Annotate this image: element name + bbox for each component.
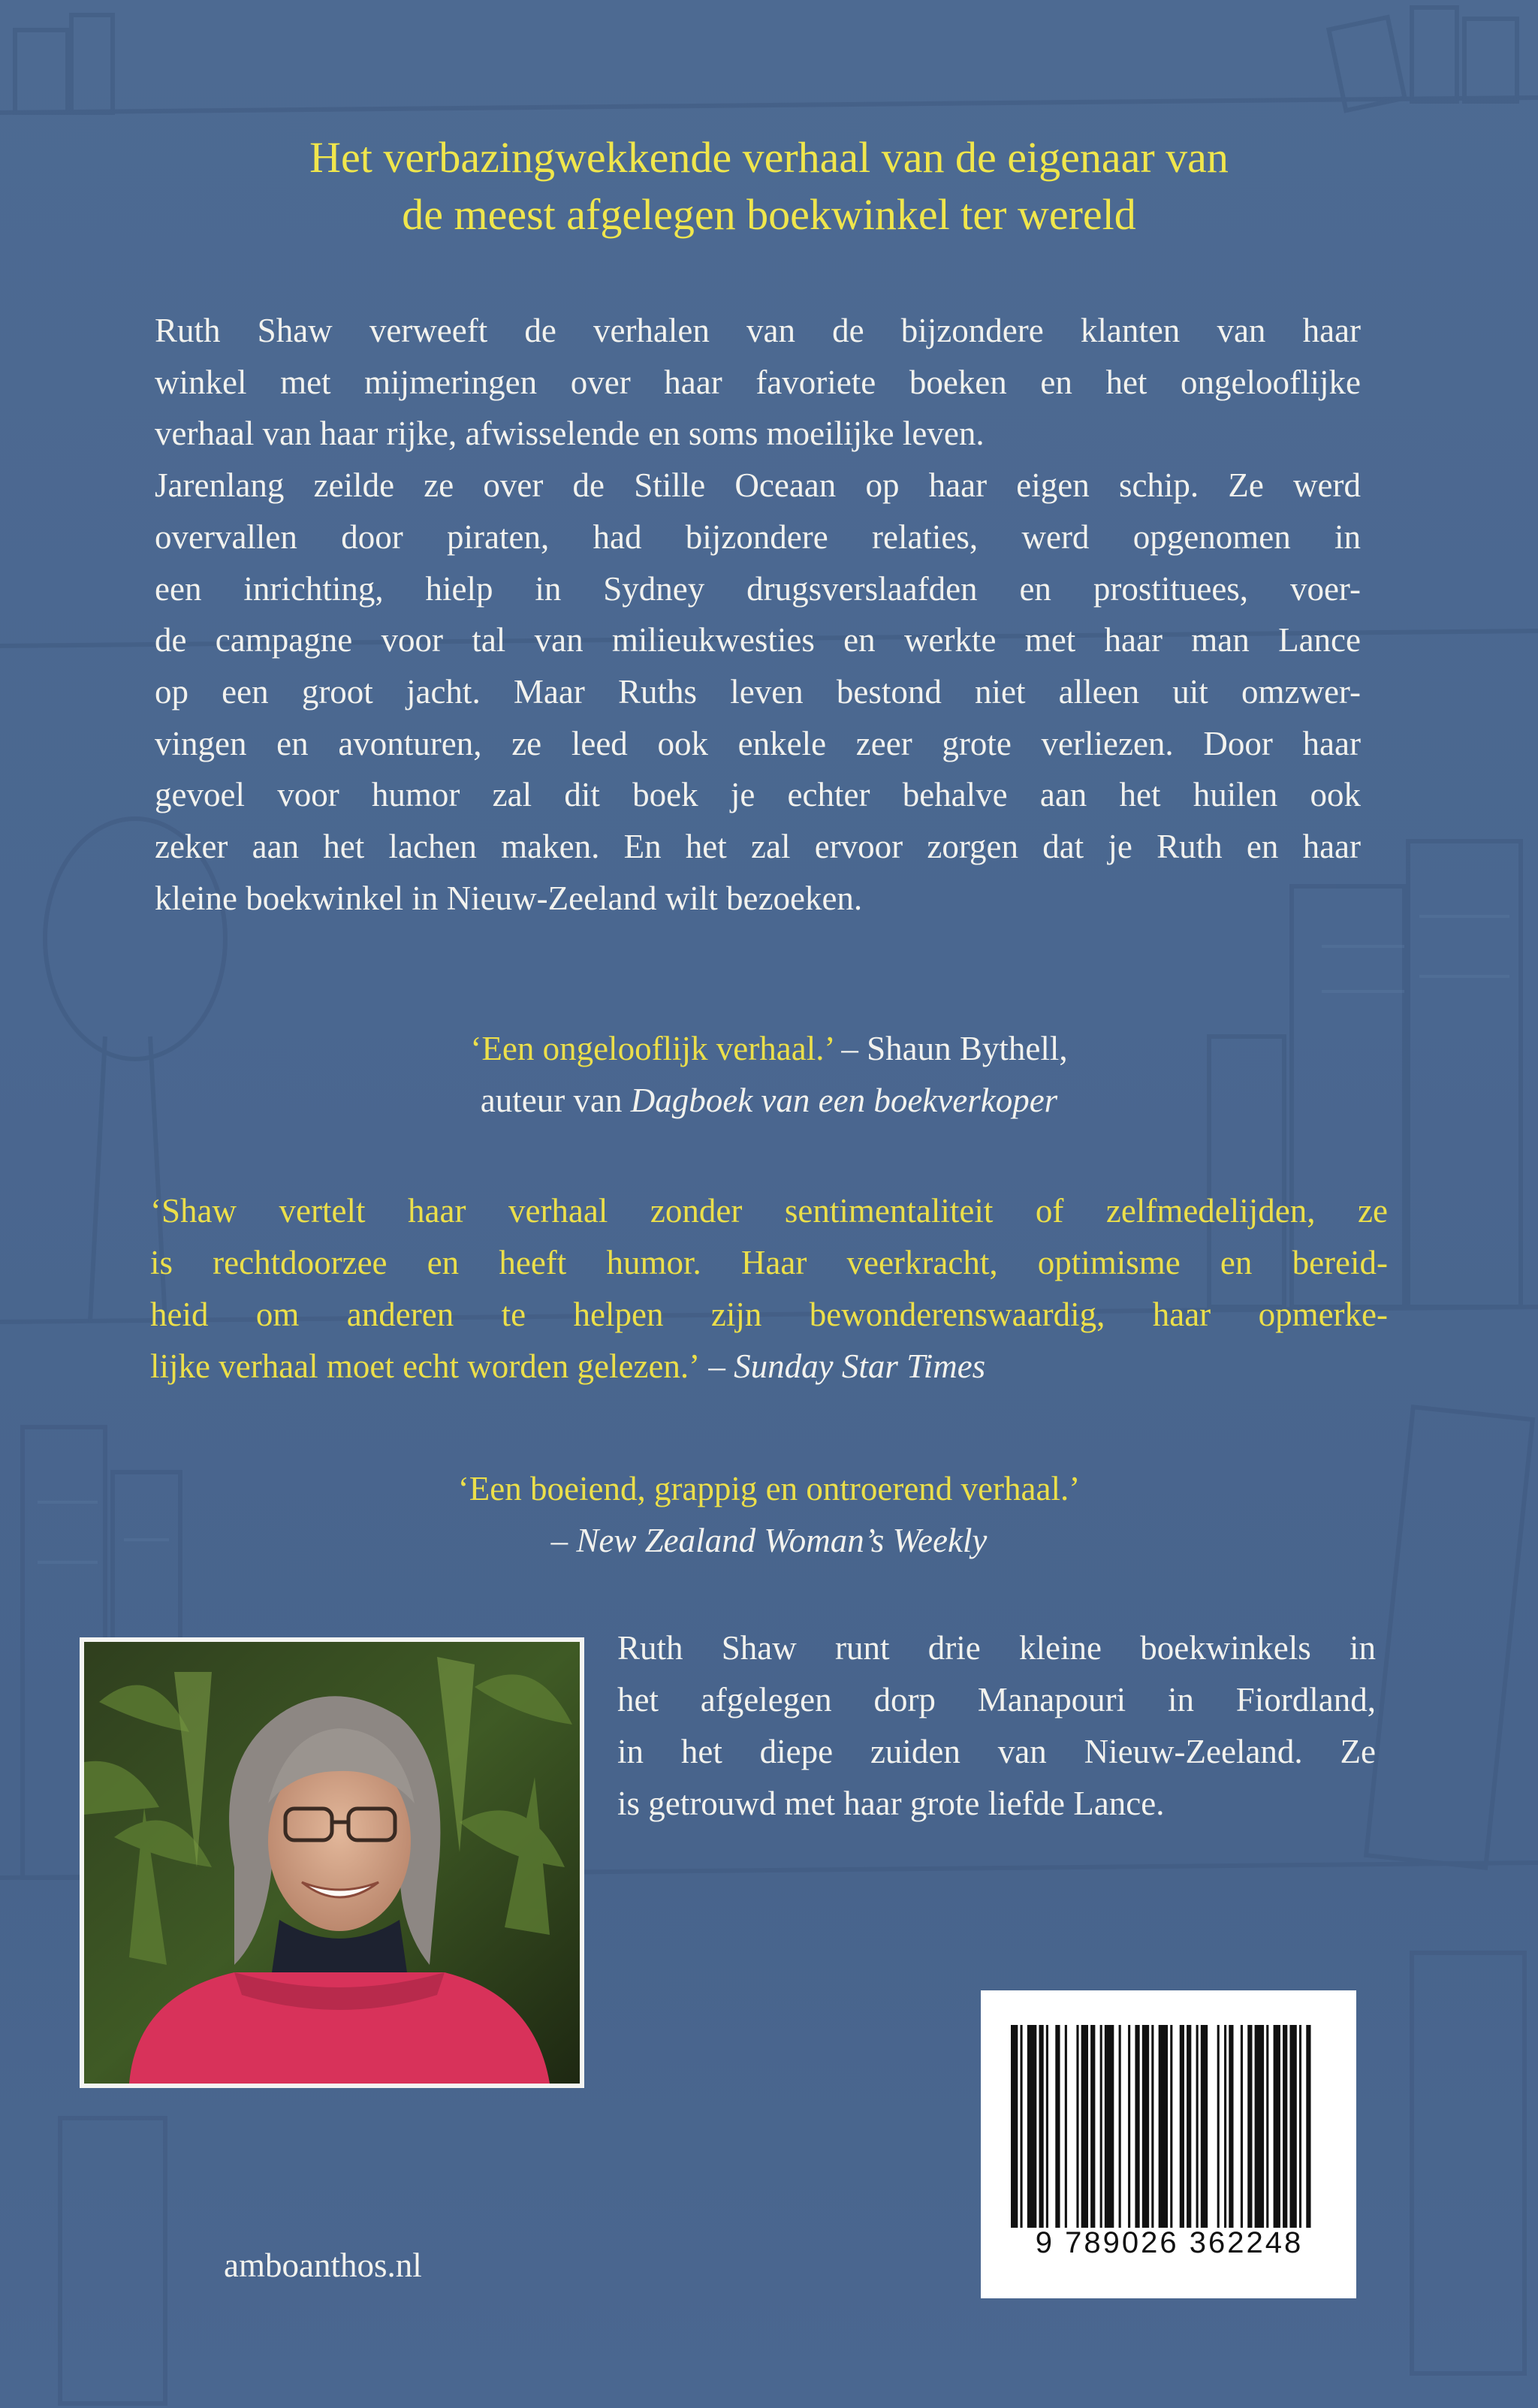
blurb-line: Ruth Shaw verweeft de verhalen van de bijzondere klanten van haar [155, 312, 1361, 349]
barcode-icon [1011, 2025, 1320, 2235]
bio-line: in het diepe zuiden van Nieuw-Zeeland. Ze [617, 1733, 1376, 1770]
barcode-bar [1255, 2025, 1264, 2228]
barcode-bar [1299, 2025, 1301, 2228]
quote-book-title: Dagboek van een boekverkoper [630, 1082, 1058, 1119]
barcode-bar [1274, 2025, 1280, 2228]
blurb-line: winkel met mijmeringen over haar favoriete boeken en het ongelooflijke [155, 363, 1361, 401]
barcode-bar [1011, 2025, 1018, 2228]
blurb-line: overvallen door piraten, had bijzondere relaties, werd opgenomen in [155, 518, 1361, 556]
barcode-panel [981, 1990, 1356, 2298]
headline [150, 129, 1388, 243]
barcode-bar [1128, 2025, 1130, 2228]
quote-attribution-prefix: auteur van [480, 1082, 631, 1119]
barcode-bar [1187, 2025, 1191, 2228]
barcode-bar [1241, 2025, 1243, 2228]
blurb-line: zeker aan het lachen maken. En het zal ervoor zorgen dat je Ruth en haar [155, 828, 1361, 866]
quote-attribution: – Shaun Bythell, [833, 1030, 1068, 1067]
barcode-bar [1027, 2025, 1036, 2228]
blurb-line: vingen en avonturen, ze leed ook enkele zeer grote verliezen. Door haar [155, 724, 1361, 762]
blurb-line: kleine boekwinkel in Nieuw-Zeeland wilt bezoeken. [155, 879, 863, 917]
blurb-paragraph [155, 305, 1361, 924]
review-quote-bythell [0, 1023, 1538, 1127]
isbn-number: 9 789026 362248 [1035, 2226, 1304, 2259]
blurb-line: gevoel voor humor zal dit boek je echter behalve aan het huilen ook [155, 776, 1361, 814]
author-bio [617, 1622, 1376, 1830]
headline-line-1: Het verbazingwekkende verhaal van de eigenaar van [309, 133, 1229, 182]
barcode-bar [1229, 2025, 1233, 2228]
barcode-bar [1039, 2025, 1043, 2228]
review-quote-sunday-star-times [150, 1185, 1388, 1393]
review-quote-womans-weekly [0, 1463, 1538, 1567]
author-photo-frame [80, 1637, 584, 2088]
quote-attribution: – Sunday Star Times [700, 1347, 986, 1385]
blurb-line: een inrichting, hielp in Sydney drugsverslaafden en prostituees, voer- [155, 569, 1361, 608]
quote-line: ‘Shaw vertelt haar verhaal zonder sentimentaliteit of zelfmedelijden, ze [150, 1192, 1388, 1230]
bio-line: het afgelegen dorp Manapouri in Fiordland, [617, 1681, 1376, 1718]
barcode-bar [1217, 2025, 1220, 2228]
headline-line-2: de meest afgelegen boekwinkel ter wereld [402, 190, 1136, 239]
barcode-bar [1135, 2025, 1139, 2228]
quote-attribution: – New Zealand Woman’s Weekly [550, 1522, 988, 1559]
barcode-bar [1170, 2025, 1172, 2228]
quote-text: ‘Een ongelooflijk verhaal.’ [470, 1030, 834, 1067]
blurb-line: de campagne voor tal van milieukwesties en werkte met haar man Lance [155, 621, 1361, 659]
barcode-bar [1119, 2025, 1121, 2228]
barcode-bar [1180, 2025, 1184, 2228]
bio-line: Ruth Shaw runt drie kleine boekwinkels in [617, 1629, 1376, 1667]
barcode-bar [1266, 2025, 1268, 2228]
barcode-bar [1055, 2025, 1060, 2228]
barcode-bar [1247, 2025, 1252, 2228]
barcode-bar [1142, 2025, 1149, 2228]
quote-line: lijke verhaal moet echt worden gelezen.’ [150, 1347, 701, 1385]
publisher-website: amboanthos.nl [224, 2247, 422, 2284]
blurb-line: verhaal van haar rijke, afwisselende en soms moeilijke leven. [155, 415, 985, 453]
barcode-bar [1076, 2025, 1078, 2228]
barcode-bar [1105, 2025, 1114, 2228]
barcode-bar [1283, 2025, 1287, 2228]
barcode-bar [1224, 2025, 1226, 2228]
barcode-bar [1020, 2025, 1022, 2228]
quote-line: is rechtdoorzee en heeft humor. Haar veerkracht, optimisme en bereid- [150, 1244, 1388, 1281]
barcode-bar [1065, 2025, 1067, 2228]
barcode-bar [1090, 2025, 1095, 2228]
blurb-line: op een groot jacht. Maar Ruths leven bestond niet alleen uit omzwer- [155, 672, 1361, 711]
barcode-bar [1306, 2025, 1310, 2228]
quote-text: ‘Een boeiend, grappig en ontroerend verhaal.’ [457, 1470, 1081, 1507]
barcode-bar [1151, 2025, 1154, 2228]
barcode-bar [1081, 2025, 1088, 2228]
barcode-bar [1289, 2025, 1296, 2228]
barcode-bar [1201, 2025, 1208, 2228]
barcode-bar [1100, 2025, 1102, 2228]
barcode-bar [1046, 2025, 1048, 2228]
barcode-bar [1159, 2025, 1168, 2228]
quote-line: heid om anderen te helpen zijn bewonderenswaardig, haar opmerke- [150, 1296, 1388, 1333]
author-photo [84, 1642, 580, 2084]
barcode-bar [1196, 2025, 1199, 2228]
bio-line: is getrouwd met haar grote liefde Lance. [617, 1785, 1165, 1822]
blurb-line: Jarenlang zeilde ze over de Stille Oceaan op haar eigen schip. Ze werd [155, 466, 1361, 505]
